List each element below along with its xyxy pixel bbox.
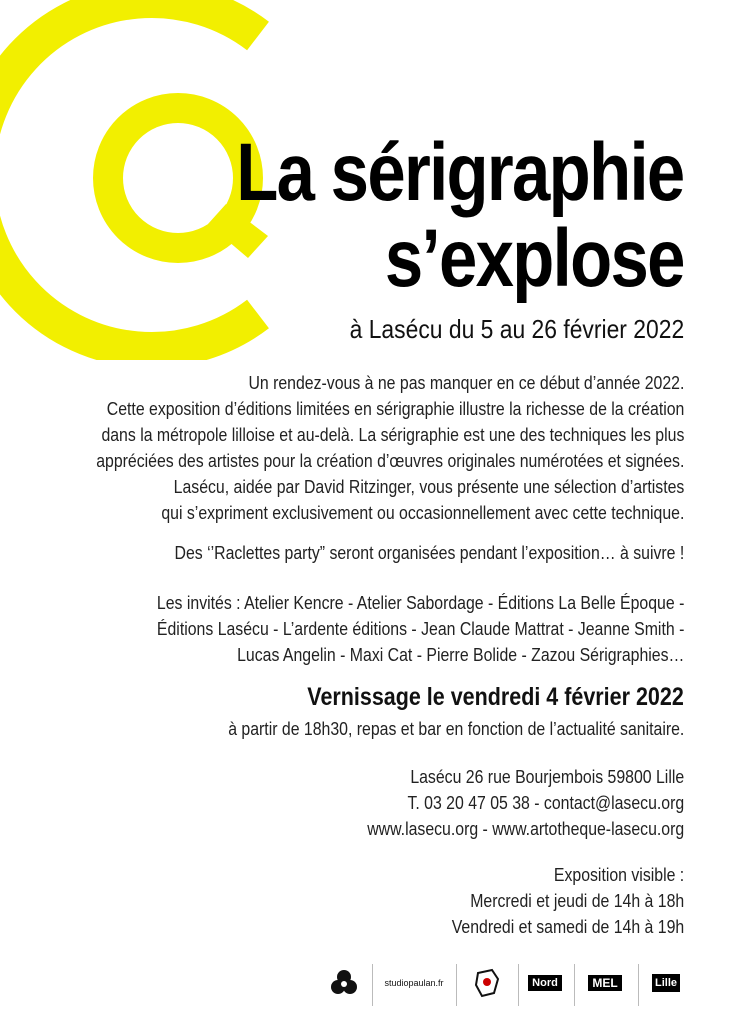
studio-paulan-label: studiopaulan.fr xyxy=(384,978,444,988)
guests-line: Lucas Angelin - Maxi Cat - Pierre Bolide - Zazou Sérigraphies… xyxy=(236,645,684,665)
phone-email-line: T. 03 20 47 05 38 - contact@lasecu.org xyxy=(407,793,684,813)
sponsor-logos xyxy=(320,958,700,1014)
opening-hours xyxy=(420,862,684,940)
main-title-line-2: s’explose xyxy=(385,213,684,304)
intro-line: dans la métropole lilloise et au-delà. La sérigraphie est une des techniques les plus xyxy=(101,425,684,445)
sponsor-divider xyxy=(456,964,457,1006)
sponsor-lille xyxy=(648,958,684,1008)
intro-line: qui s’expriment exclusivement ou occasionnellement avec cette technique. xyxy=(160,503,685,523)
sponsor-studio-paulan xyxy=(378,958,450,1008)
sponsor-divider xyxy=(372,964,373,1006)
intro-line: Cette exposition d’éditions limitées en sérigraphie illustre la richesse de la création xyxy=(106,399,685,419)
raclette-line: Des ‘’Raclettes party” seront organisées pendant l’exposition… à suivre ! xyxy=(174,543,684,563)
region-map-icon xyxy=(472,967,502,999)
nord-label: Nord xyxy=(528,975,562,991)
vernissage-details xyxy=(166,716,684,742)
sponsor-divider xyxy=(638,964,639,1006)
guests-line: Éditions Lasécu - L’ardente éditions - Jean Claude Mattrat - Jeanne Smith - xyxy=(156,619,685,639)
intro-line: appréciées des artistes pour la création d’œuvres originales numérotées et signées. xyxy=(95,451,684,471)
guests-line: Les invités : Atelier Kencre - Atelier Sabordage - Éditions La Belle Époque - xyxy=(156,593,684,613)
address-line: Lasécu 26 rue Bourjembois 59800 Lille xyxy=(410,767,684,787)
hours-line: Mercredi et jeudi de 14h à 18h xyxy=(470,891,684,911)
contact-address xyxy=(324,764,684,842)
intro-line: Lasécu, aidée par David Ritzinger, vous présente une sélection d’artistes xyxy=(173,477,685,497)
sponsor-divider xyxy=(574,964,575,1006)
sponsor-nord xyxy=(524,958,566,1008)
vernissage-subtitle: à partir de 18h30, repas et bar en fonction de l’actualité sanitaire. xyxy=(227,719,684,739)
intro-line: Un rendez-vous à ne pas manquer en ce début d’année 2022. xyxy=(248,373,685,393)
sponsor-region-logo xyxy=(462,958,512,1008)
lille-label: Lille xyxy=(652,974,680,992)
mel-label: MEL xyxy=(588,975,621,991)
trefoil-icon xyxy=(329,968,359,998)
main-title-line-1: La sérigraphie xyxy=(236,127,684,218)
hours-line: Vendredi et samedi de 14h à 19h xyxy=(451,917,684,937)
hours-heading: Exposition visible : xyxy=(553,865,684,885)
exhibition-dates: à Lasécu du 5 au 26 février 2022 xyxy=(349,314,684,344)
sponsor-mel xyxy=(582,958,628,1008)
raclette-note xyxy=(105,540,684,566)
websites-line: www.lasecu.org - www.artotheque-lasecu.org xyxy=(367,819,684,839)
sponsor-divider xyxy=(518,964,519,1006)
intro-paragraph xyxy=(16,370,684,526)
vernissage-title: Vernissage le vendredi 4 février 2022 xyxy=(307,683,684,711)
sponsor-logo-trefoil xyxy=(324,958,364,1008)
guests-list xyxy=(85,590,684,668)
